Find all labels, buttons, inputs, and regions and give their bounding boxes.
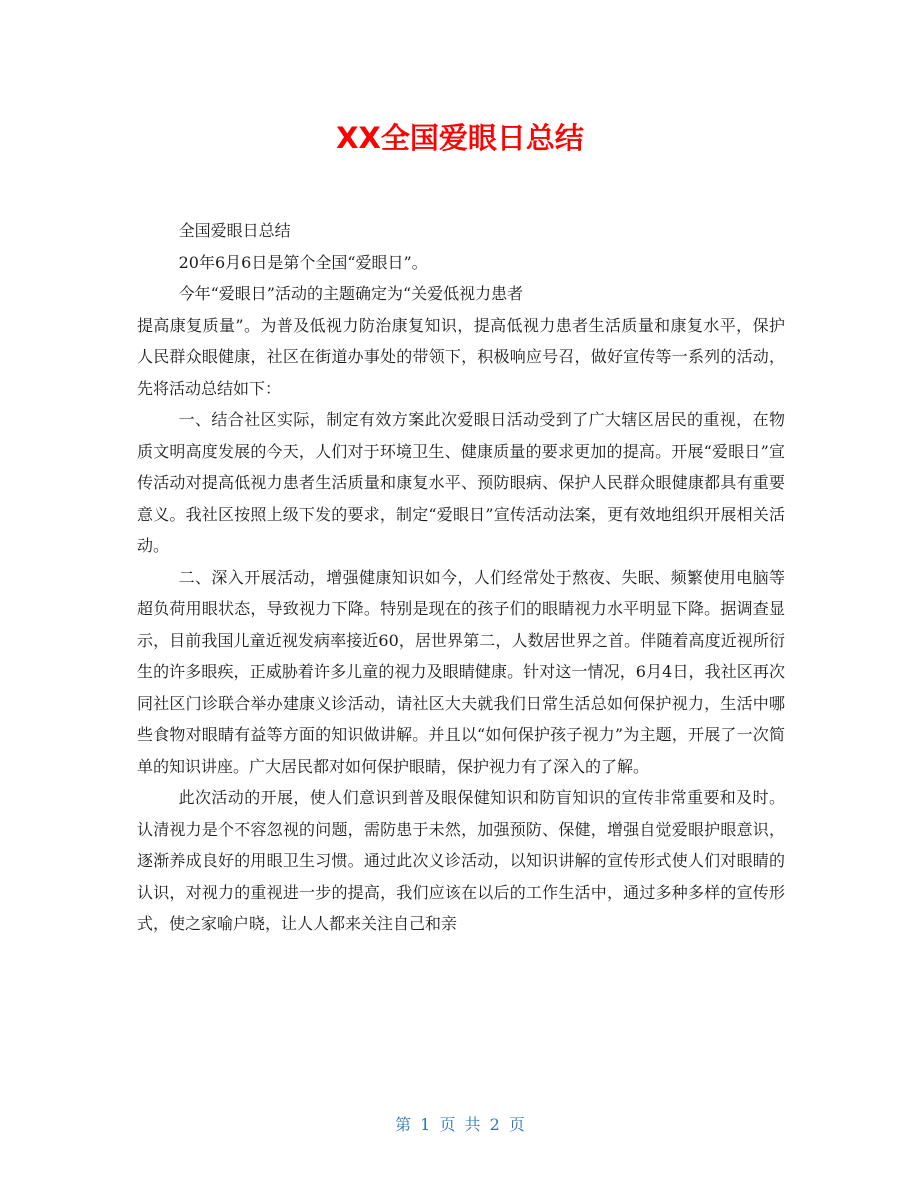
- paragraph-date: 20年6月6日是第个全国“爱眼日”。: [178, 252, 428, 272]
- paragraph-section-one: 一、结合社区实际，制定有效方案此次爱眼日活动受到了广大辖区居民的重视，在物质文明高度发展的今天，人们对于环境卫生、健康质量的要求更加的提高。开展“爱眼日”宣传活动对提高低视力患者生活质量和康复水平、预防眼病、保护人民群众眼健康都具有重要意义。我社区按照上级下发的要求，制定“爱眼日”宣传活动法案，更有效地组织开展相关活动。: [137, 410, 785, 555]
- document-title: XX全国爱眼日总结: [336, 121, 584, 155]
- page-number-footer: 第 1 页 共 2 页: [395, 1115, 525, 1134]
- paragraph-conclusion: 此次活动的开展，使人们意识到普及眼保健知识和防盲知识的宣传非常重要和及时。认清视力是个不容忽视的问题，需防患于未然，加强预防、保健，增强自觉爱眼护眼意识，逐渐养成良好的用眼卫生习惯。通过此次义诊活动，以知识讲解的宣传形式使人们对眼睛的认识，对视力的重视进一步的提高，我们应该在以后的工作生活中，通过多种多样的宣传形式，使之家喻户晓，让人人都来关注自己和亲: [137, 788, 785, 933]
- paragraph-heading: 全国爱眼日总结: [178, 221, 291, 240]
- document-body: [137, 215, 785, 940]
- paragraph-intro: 提高康复质量”。为普及低视力防治康复知识，提高低视力患者生活质量和康复水平，保护人民群众眼健康，社区在街道办事处的带领下，积极响应号召，做好宣传等一系列的活动，先将活动总结如下：: [137, 315, 785, 398]
- paragraph-theme: 今年“爱眼日”活动的主题确定为“关爱低视力患者: [178, 284, 524, 303]
- paragraph-section-two: 二、深入开展活动，增强健康知识如今，人们经常处于熬夜、失眠、频繁使用电脑等超负荷用眼状态，导致视力下降。特别是现在的孩子们的眼睛视力水平明显下降。据调查显示，目前我国儿童近视发病率接近60，居世界第二，人数居世界之首。伴随着高度近视所衍生的许多眼疾，正威胁着许多儿童的视力及眼睛健康。针对这一情况，6月4日，我社区再次同社区门诊联合举办建康义诊活动，请社区大夫就我们日常生活总如何保护视力，生活中哪些食物对眼睛有益等方面的知识做讲解。并且以“如何保护孩子视力”为主题，开展了一次简单的知识讲座。广大居民都对如何保护眼睛，保护视力有了深入的了解。: [137, 567, 785, 776]
